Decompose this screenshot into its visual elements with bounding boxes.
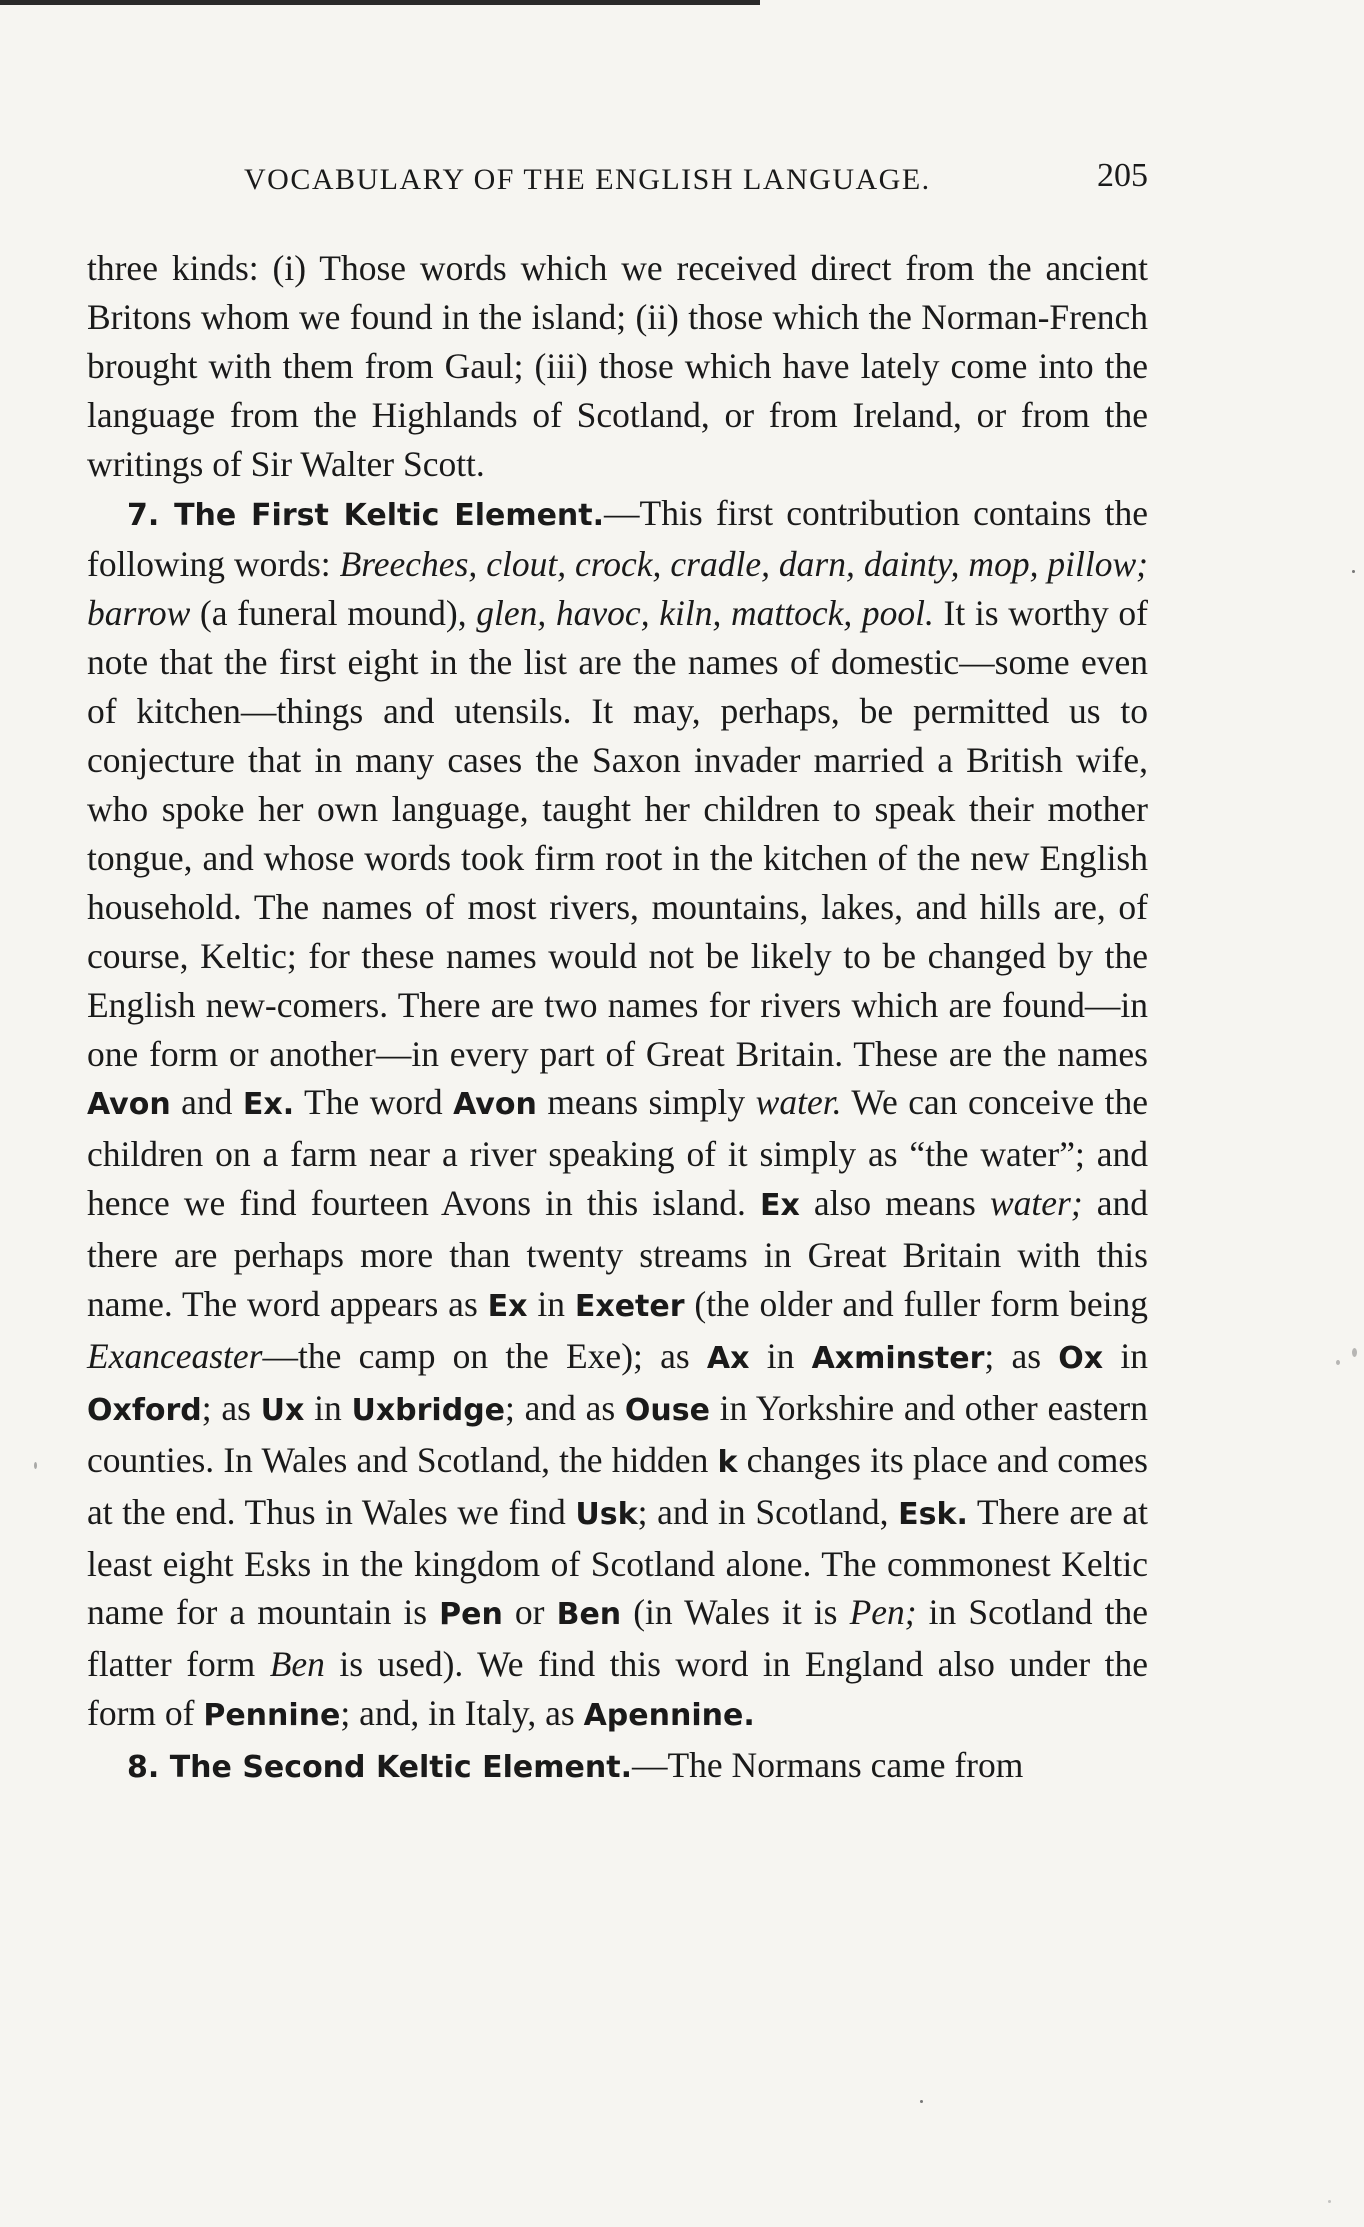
scan-speck bbox=[1328, 2200, 1331, 2203]
term-usk: Usk bbox=[575, 1496, 638, 1532]
text-run: and there are perhaps more than twenty streams in Great Britain with this name. The word appears as bbox=[87, 1183, 1148, 1325]
term-k: k bbox=[717, 1444, 738, 1480]
text-run: —the camp on the Exe); as bbox=[262, 1335, 707, 1376]
text-run: ; and, in Italy, as bbox=[340, 1693, 584, 1734]
text-run: in Scotland the flatter form bbox=[87, 1592, 1148, 1685]
italic-term: Pen; bbox=[849, 1592, 917, 1633]
term-axminster: Axminster bbox=[811, 1340, 985, 1376]
scan-speck bbox=[1336, 1360, 1340, 1365]
text-run: also means bbox=[799, 1183, 990, 1224]
text-run: (in Wales it is bbox=[621, 1592, 850, 1633]
text-run: in bbox=[304, 1387, 352, 1428]
term-ben: Ben bbox=[556, 1597, 622, 1633]
text-run: means simply bbox=[536, 1082, 756, 1123]
term-avon: Avon bbox=[87, 1087, 171, 1123]
paragraph-intro: three kinds: (i) Those words which we received direct from the ancient Britons whom we found in the island; (ii) those which the Norman-French brought with them from Gaul; (iii) those which have lately come into the language from the Highlands of Scotland, or from Ireland, or from the writings of Sir Walter Scott. bbox=[87, 248, 1148, 484]
italic-term: water. bbox=[755, 1082, 842, 1123]
term-ouse: Ouse bbox=[624, 1392, 710, 1428]
term-ex: Ex bbox=[487, 1289, 528, 1325]
italic-term: Exanceaster bbox=[87, 1335, 263, 1376]
text-run: ; and in Scotland, bbox=[637, 1491, 899, 1532]
text-run: in bbox=[749, 1335, 812, 1376]
term-ux: Ux bbox=[260, 1392, 305, 1428]
text-run: We can conceive the children on a farm near a river speaking of it simply as “the water”; and hence we find fourteen Avons in this island. bbox=[87, 1082, 1148, 1224]
scan-speck bbox=[1352, 570, 1355, 573]
text-run: or bbox=[502, 1592, 557, 1633]
text-run: and bbox=[170, 1082, 243, 1123]
term-avon: Avon bbox=[453, 1087, 537, 1123]
term-ox: Ox bbox=[1058, 1340, 1104, 1376]
text-run: (the older and fuller form being bbox=[684, 1284, 1148, 1325]
page-header bbox=[244, 157, 1148, 197]
text-run: ; as bbox=[201, 1387, 261, 1428]
text-run: in bbox=[527, 1284, 575, 1325]
running-title: VOCABULARY OF THE ENGLISH LANGUAGE. bbox=[244, 163, 931, 196]
scan-speck bbox=[1352, 1348, 1357, 1357]
scan-speck bbox=[920, 2100, 923, 2103]
term-exeter: Exeter bbox=[574, 1289, 685, 1325]
page-number: 205 bbox=[1097, 157, 1148, 194]
term-apennine: Apennine. bbox=[583, 1698, 755, 1734]
text-run: ; as bbox=[984, 1335, 1059, 1376]
text-run: in Yorkshire and other eastern counties. In Wales and Scotland, the hidden bbox=[87, 1387, 1148, 1480]
text-run: changes its place and comes at the end. Thus in Wales we find bbox=[87, 1439, 1148, 1532]
text-run: The word bbox=[294, 1082, 454, 1123]
text-run: ; and as bbox=[505, 1387, 625, 1428]
term-ax: Ax bbox=[706, 1340, 750, 1376]
text-run: There are at least eight Esks in the kingdom of Scotland alone. The commonest Keltic name for a mountain is bbox=[87, 1491, 1149, 1633]
text-run: is used). We find this word in England also under the form of bbox=[87, 1644, 1148, 1734]
term-pen: Pen bbox=[439, 1597, 503, 1633]
text-run: (a funeral mound), bbox=[190, 593, 477, 634]
scan-speck bbox=[34, 1462, 37, 1469]
term-ex: Ex. bbox=[242, 1087, 295, 1123]
text-run: —The Normans came from bbox=[631, 1745, 1024, 1786]
term-esk: Esk. bbox=[898, 1496, 968, 1532]
body-text bbox=[87, 244, 1148, 1793]
text-run: in bbox=[1103, 1335, 1148, 1376]
term-uxbridge: Uxbridge bbox=[351, 1392, 506, 1428]
section-7-paragraph bbox=[87, 489, 1148, 1742]
italic-term: Ben bbox=[269, 1644, 325, 1685]
keltic-word-list: glen, havoc, kiln, mattock, pool. bbox=[476, 593, 934, 634]
term-pennine: Pennine bbox=[203, 1698, 341, 1734]
keltic-word-list: Breeches, clout, crock, cradle, darn, dainty, mop, pillow; barrow bbox=[87, 544, 1148, 634]
text-run: It is worthy of note that the first eight in the list are the names of domestic—some even of kitchen—things and utensils. It may, perhaps, be permitted us to conjecture that in many cases the Saxon invader married a British wife, who spoke her own language, taught her children to speak their mother tongue, and whose words took firm root in the kitchen of the new English household. The names of most rivers, mountains, lakes, and hills are, of course, Keltic; for these names would not be likely to be changed by the English new-comers. There are two names for rivers which are found—in one form or another—in every part of Great Britain. These are the names bbox=[87, 593, 1148, 1074]
text-run: —This first contribution contains the following words: bbox=[87, 492, 1148, 585]
section-7-heading: 7. The First Keltic Element. bbox=[127, 497, 605, 533]
term-oxford: Oxford bbox=[87, 1392, 202, 1428]
section-8-heading: 8. The Second Keltic Element. bbox=[127, 1750, 632, 1786]
italic-term: water; bbox=[989, 1183, 1083, 1224]
section-8-paragraph bbox=[87, 1741, 1148, 1793]
term-ex: Ex bbox=[759, 1188, 800, 1224]
top-scan-edge bbox=[0, 0, 760, 5]
